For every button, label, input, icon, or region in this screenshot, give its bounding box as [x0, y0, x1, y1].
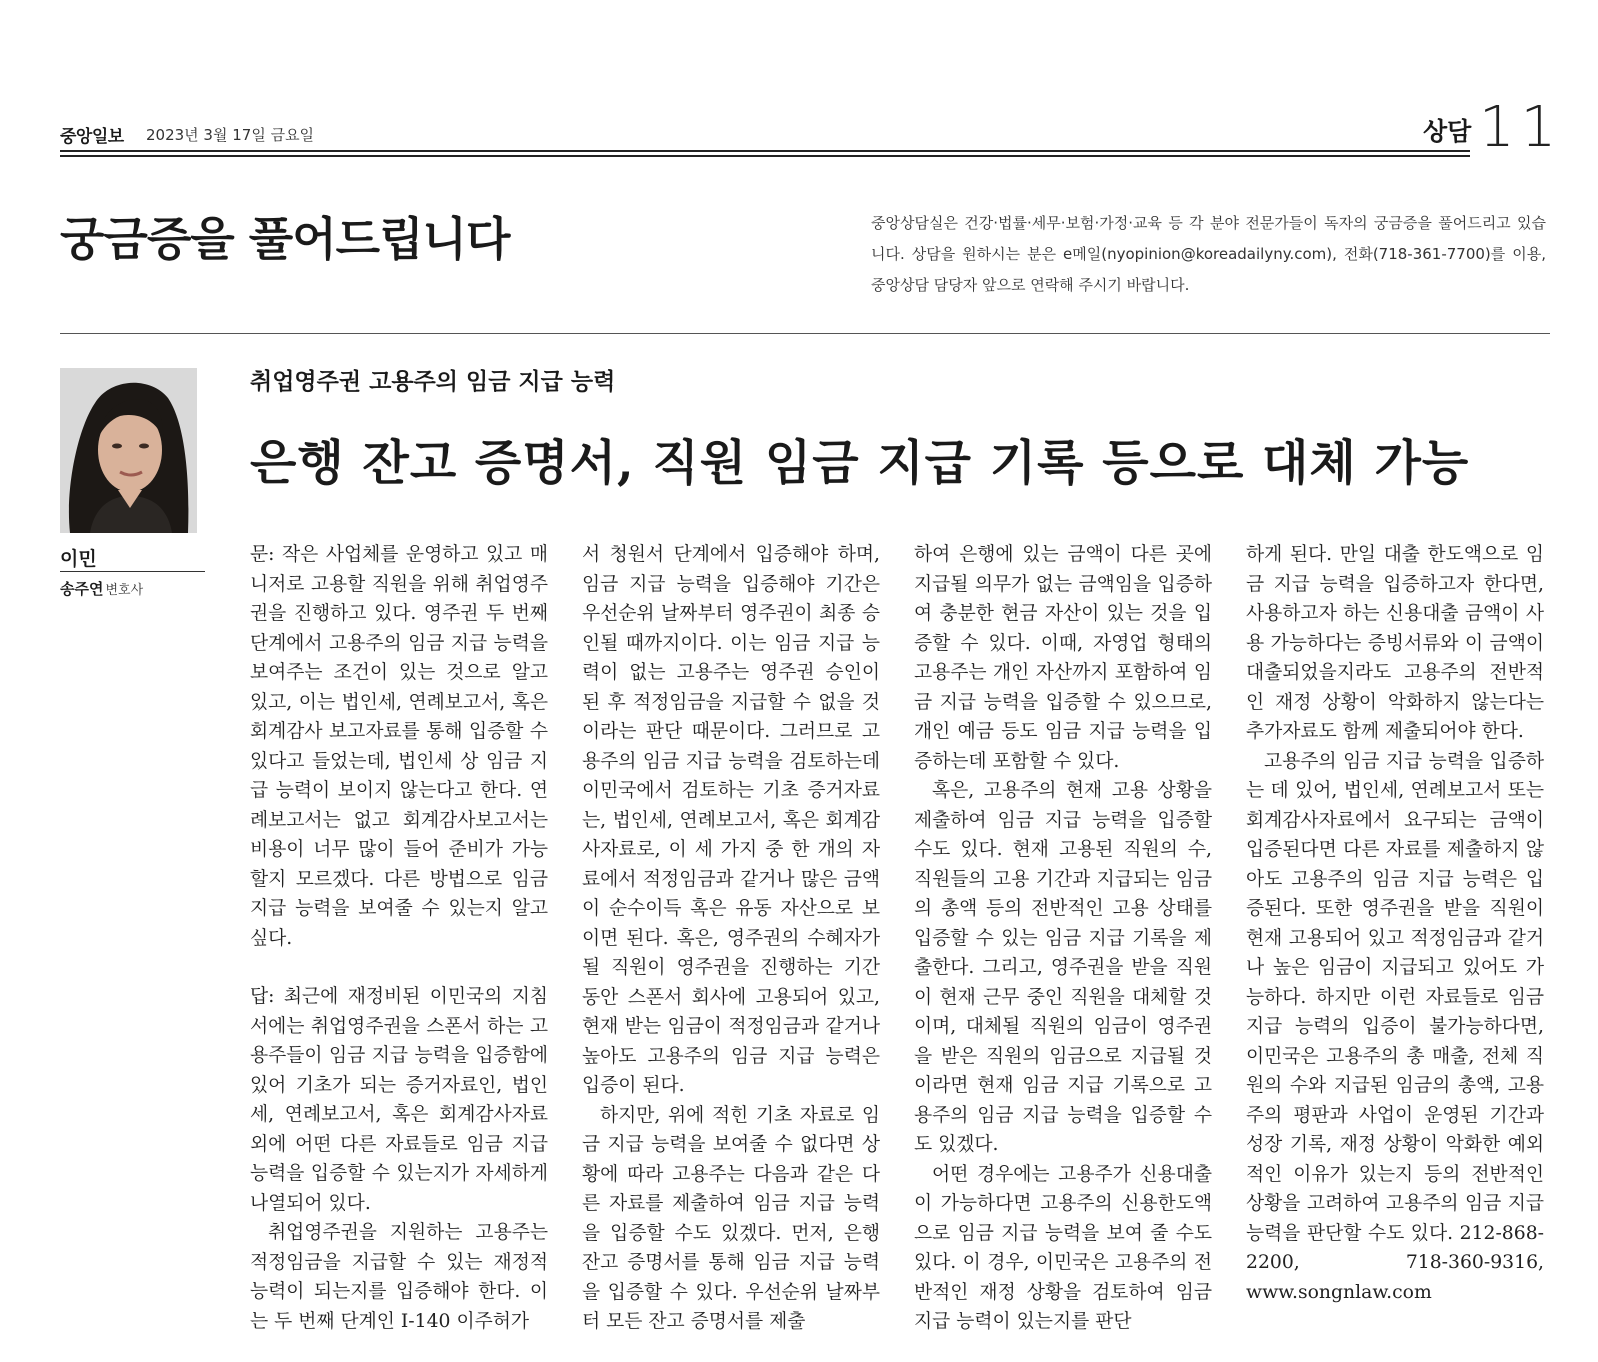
header-divider: [60, 333, 1550, 334]
publication-date: 2023년 3월 17일 금요일: [146, 126, 315, 144]
article-headline: 은행 잔고 증명서, 직원 임금 지급 기록 등으로 대체 가능: [250, 435, 1470, 491]
author-category: 이민: [60, 548, 97, 570]
body-paragraph: 고용주의 임금 지급 능력을 입증하는 데 있어, 법인세, 연례보고서 또는 회계감사자료에서 요구되는 금액이 입증된다면 다른 자료를 제출하지 않아도 고용주의 임금 지급 능력은 입증된다. 또한 영주권을 받을 직원이 현재 고용되어 있고 적정임금과 같거나 높은 임금이 지급되고 있어도 가능하다. 하지만 이런 자료들로 임금 지급 능력의 입증이 불가능하다면, 이민국은 고용주의 총 매출, 전체 직원의 수와 지급된 임금의 총액, 고용주의 평판과 사업이 운영된 기간과 성장 기록, 재정 상황이 악화한 예외적인 이유가 있는지 등의 전반적인 상황을 고려하여 고용주의 임금 지급 능력을 판단할 수도 있다. 212-868-2200, 718-360-9316, www.songnlaw.com: [1246, 750, 1544, 1303]
body-paragraph: 하지만, 위에 적힌 기초 자료로 임금 지급 능력을 보여줄 수 없다면 상황에 따라 고용주는 다음과 같은 다른 자료를 제출하여 임금 지급 능력을 입증할 수도 있겠다. 먼저, 은행 잔고 증명서를 통해 임금 지급 능력을 입증할 수 있다. 우선순위 날짜부터 모든 잔고 증명서를 제출: [582, 1104, 880, 1332]
question-paragraph: 문: 작은 사업체를 운영하고 있고 매니저로 고용할 직원을 위해 취업영주권을 진행하고 있다. 영주권 두 번째 단계에서 고용주의 임금 지급 능력을 보여주는 조건이 있는 것으로 알고 있고, 이는 법인세, 연례보고서, 혹은 회계감사 보고자료를 통해 입증할 수 있다고 들었는데, 법인세 상 임금 지급 능력이 보이지 않는다고 한다. 연례보고서는 없고 회계감사보고서는 비용이 너무 많이 들어 준비가 가능할지 모르겠다. 다른 방법으로 임금 지급 능력을 보여줄 수 있는지 알고 싶다.: [250, 544, 548, 949]
body-column-3: [914, 540, 1212, 1337]
newspaper-name: 중앙일보: [60, 127, 124, 147]
portrait-image: [60, 368, 197, 533]
body-column-2: [582, 540, 880, 1337]
body-paragraph: 어떤 경우에는 고용주가 신용대출이 가능하다면 고용주의 신용한도액으로 임금 지급 능력을 보여 줄 수도 있다. 이 경우, 이민국은 고용주의 전반적인 재정 상황을 검토하여 임금 지급 능력이 있는지를 판단: [914, 1163, 1212, 1332]
body-paragraph: 하여 은행에 있는 금액이 다른 곳에 지급될 의무가 없는 금액임을 입증하여 충분한 현금 자산이 있는 것을 입증할 수 있다. 이때, 자영업 형태의 고용주는 개인 자산까지 포함하여 임금 지급 능력을 입증할 수 있으므로, 개인 예금 등도 임금 지급 능력을 입증하는데 포함할 수 있다.: [914, 544, 1212, 772]
answer-paragraph: 답: 최근에 재정비된 이민국의 지침서에는 취업영주권을 스폰서 하는 고용주들이 임금 지급 능력을 입증함에 있어 기초가 되는 증거자료인, 법인세, 연례보고서, 혹은 회계감사자료 외에 어떤 다른 자료들로 임금 지급 능력을 입증할 수 있는지가 자세하게 나열되어 있다.: [250, 986, 548, 1214]
article-kicker: 취업영주권 고용주의 임금 지급 능력: [250, 369, 616, 395]
body-column-4: [1246, 540, 1544, 1307]
author-role: 변호사: [105, 583, 144, 598]
section-label: 상담: [1423, 117, 1472, 146]
masthead-rule-bottom: [60, 155, 1470, 157]
author-photo: [60, 368, 197, 533]
body-paragraph: 하게 된다. 만일 대출 한도액으로 임금 지급 능력을 입증하고자 한다면, 사용하고자 하는 신용대출 금액이 사용 가능하다는 증빙서류와 이 금액이 대출되었을지라도 고용주의 전반적인 재정 상황이 악화하지 않는다는 추가자료도 함께 제출되어야 한다.: [1246, 544, 1544, 742]
author-byline: [60, 578, 143, 599]
page-number: 11: [1479, 95, 1563, 160]
body-paragraph: 혹은, 고용주의 현재 고용 상황을 제출하여 임금 지급 능력을 입증할 수도 있다. 현재 고용된 직원의 수, 직원들의 고용 기간과 지급되는 임금의 총액 등의 전반적인 고용 상태를 입증할 수 있는 임금 지급 기록을 제출한다. 그리고, 영주권을 받을 직원이 현재 근무 중인 직원을 대체할 것이며, 대체될 직원의 임금이 영주권을 받은 직원의 임금으로 지급될 것이라면 현재 임금 지급 기록으로 고용주의 임금 지급 능력을 입증할 수도 있겠다.: [914, 780, 1212, 1155]
masthead-rule-top: [60, 150, 1470, 152]
author-divider: [60, 571, 205, 572]
body-paragraph: 서 청원서 단계에서 입증해야 하며, 임금 지급 능력을 입증해야 기간은 우선순위 날짜부터 영주권이 최종 승인될 때까지이다. 이는 임금 지급 능력이 없는 고용주는 영주권 승인이 된 후 적정임금을 지급할 수 없을 것이라는 판단 때문이다. 그러므로 고용주의 임금 지급 능력을 검토하는데 이민국에서 검토하는 기초 증거자료는, 법인세, 연례보고서, 혹은 회계감사자료로, 이 세 가지 중 한 개의 자료에서 적정임금과 같거나 많은 금액이 순수이득 혹은 유동 자산으로 보이면 된다. 혹은, 영주권의 수혜자가 될 직원이 영주권을 진행하는 기간 동안 스폰서 회사에 고용되어 있고, 현재 받는 임금이 적정임금과 같거나 높아도 고용주의 임금 지급 능력은 입증이 된다.: [582, 544, 880, 1096]
column-title: 궁금증을 풀어드립니다: [60, 212, 510, 266]
body-column-1: [250, 540, 548, 1336]
column-description: 중앙상담실은 건강·법률·세무·보험·가정·교육 등 각 분야 전문가들이 독자의 궁금증을 풀어드리고 있습니다. 상담을 원하시는 분은 e메일(nyopinion@koreadailyny.com), 전화(718-361-7700)를 이용, 중앙상담 담당자 앞으로 연락해 주시기 바랍니다.: [871, 214, 1546, 294]
body-paragraph: 취업영주권을 지원하는 고용주는 적정임금을 지급할 수 있는 재정적 능력이 되는지를 입증해야 한다. 이는 두 번째 단계인 I-140 이주허가: [250, 1222, 548, 1332]
author-name: 송주연: [60, 580, 104, 598]
